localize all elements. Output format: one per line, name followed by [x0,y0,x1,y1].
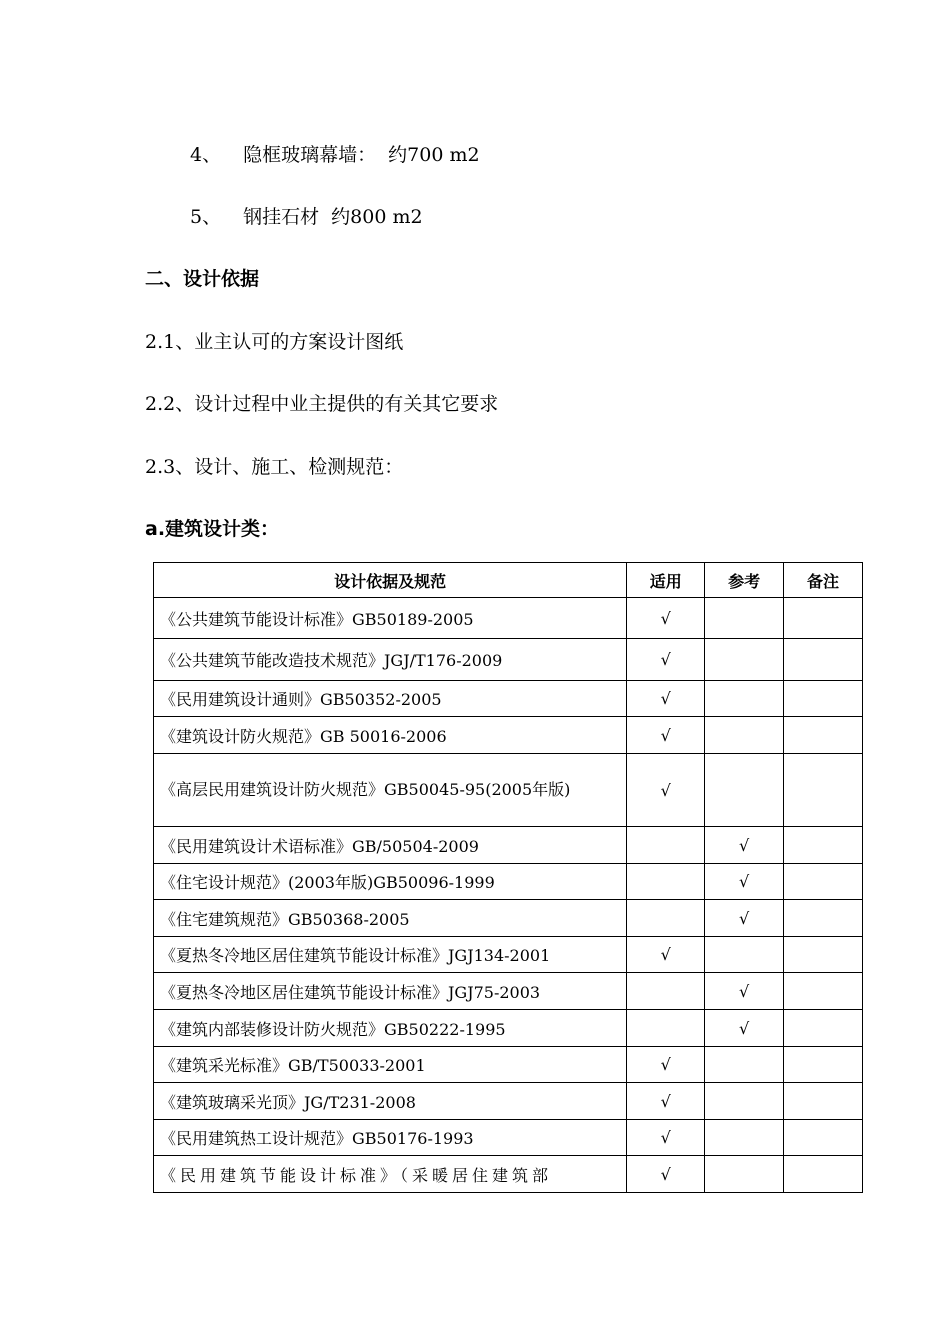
note-cell [784,639,863,681]
table-row [154,937,863,973]
standard-name: 《民用建筑热工设计规范》GB50176-1993 [154,1120,627,1156]
paragraph: 2.2、设计过程中业主提供的有关其它要求 [145,393,499,415]
standard-name: 《夏热冬冷地区居住建筑节能设计标准》JGJ134-2001 [154,937,627,973]
note-cell [784,1156,863,1193]
reference-mark [705,639,784,681]
apply-mark: √ [627,1156,705,1193]
table-row [154,1010,863,1047]
table-row [154,639,863,681]
apply-mark: √ [627,681,705,717]
standard-name: 《民用建筑设计术语标准》GB/50504-2009 [154,827,627,864]
note-cell [784,827,863,864]
standard-name: 《建筑采光标准》GB/T50033-2001 [154,1047,627,1083]
item-text: 钢挂石材 约800 m2 [243,206,423,228]
reference-mark [705,1083,784,1120]
table-row [154,1083,863,1120]
reference-mark: √ [705,1010,784,1047]
header-standard: 设计依据及规范 [154,563,627,598]
standard-name: 《建筑玻璃采光顶》JG/T231-2008 [154,1083,627,1120]
standard-name: 《高层民用建筑设计防火规范》GB50045-95(2005年版) [154,754,627,827]
table-row [154,864,863,900]
note-cell [784,1120,863,1156]
note-cell [784,1047,863,1083]
header-reference: 参考 [705,563,784,598]
table-row [154,973,863,1010]
paragraph: 2.1、业主认可的方案设计图纸 [145,331,404,353]
header-apply: 适用 [627,563,705,598]
standard-name: 《公共建筑节能设计标准》GB50189-2005 [154,598,627,639]
note-cell [784,900,863,937]
reference-mark [705,754,784,827]
reference-mark: √ [705,973,784,1010]
apply-mark: √ [627,717,705,754]
list-item-4 [190,140,480,167]
table-row [154,598,863,639]
standard-name: 《民用建筑设计通则》GB50352-2005 [154,681,627,717]
item-text: 隐框玻璃幕墙： 约700 m2 [243,144,480,166]
item-number: 4、 [190,144,222,166]
reference-mark: √ [705,864,784,900]
reference-mark [705,1156,784,1193]
standard-name: 《公共建筑节能改造技术规范》JGJ/T176-2009 [154,639,627,681]
standards-table [153,562,863,1193]
section-title: 二、设计依据 [145,268,260,290]
note-cell [784,598,863,639]
list-item-5 [190,202,423,229]
standard-name: 《民用建筑节能设计标准》（采暖居住建筑部 [154,1156,627,1193]
apply-mark [627,827,705,864]
apply-mark: √ [627,937,705,973]
reference-mark [705,717,784,754]
apply-mark: √ [627,639,705,681]
note-cell [784,717,863,754]
reference-mark: √ [705,827,784,864]
note-cell [784,681,863,717]
apply-mark: √ [627,598,705,639]
table-row [154,1156,863,1193]
note-cell [784,1083,863,1120]
table-row [154,681,863,717]
apply-mark [627,1010,705,1047]
standard-name: 《建筑设计防火规范》GB 50016-2006 [154,717,627,754]
header-note: 备注 [784,563,863,598]
apply-mark [627,864,705,900]
table-row [154,1120,863,1156]
standard-name: 《住宅建筑规范》GB50368-2005 [154,900,627,937]
note-cell [784,973,863,1010]
note-cell [784,937,863,973]
table-row [154,717,863,754]
apply-mark: √ [627,1047,705,1083]
paragraph: 2.3、设计、施工、检测规范： [145,456,404,478]
apply-mark: √ [627,754,705,827]
apply-mark [627,973,705,1010]
reference-mark [705,1047,784,1083]
reference-mark [705,1120,784,1156]
table-row [154,900,863,937]
standard-name: 《建筑内部装修设计防火规范》GB50222-1995 [154,1010,627,1047]
table-header [154,563,863,598]
table-row [154,1047,863,1083]
subsection-title: a.建筑设计类： [145,518,280,540]
reference-mark [705,598,784,639]
apply-mark: √ [627,1120,705,1156]
apply-mark: √ [627,1083,705,1120]
standard-name: 《住宅设计规范》(2003年版)GB50096-1999 [154,864,627,900]
reference-mark: √ [705,900,784,937]
note-cell [784,1010,863,1047]
standard-name: 《夏热冬冷地区居住建筑节能设计标准》JGJ75-2003 [154,973,627,1010]
note-cell [784,754,863,827]
note-cell [784,864,863,900]
item-number: 5、 [190,206,222,228]
table-row [154,827,863,864]
apply-mark [627,900,705,937]
reference-mark [705,681,784,717]
table-row [154,754,863,827]
reference-mark [705,937,784,973]
